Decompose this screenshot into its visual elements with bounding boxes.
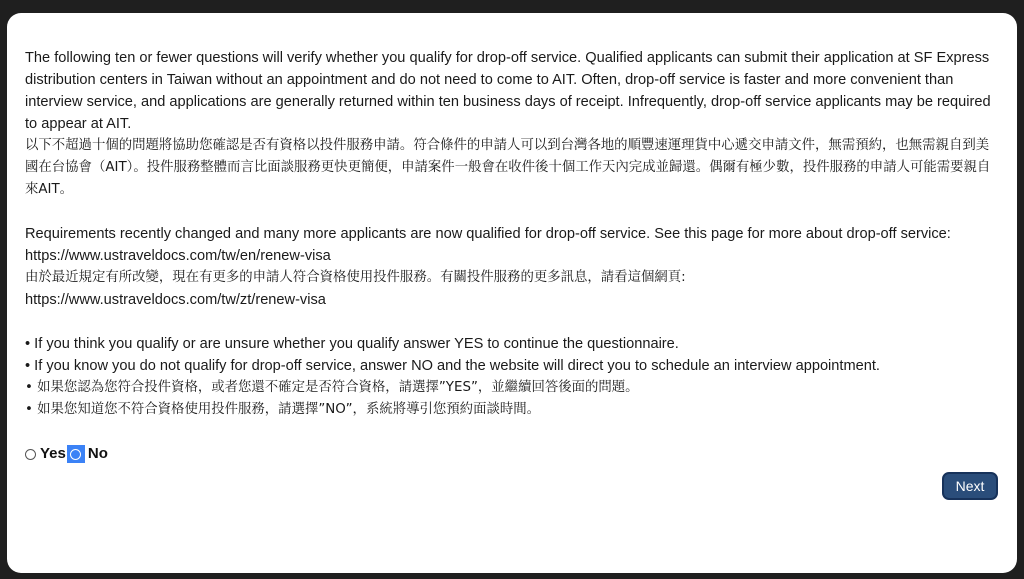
no-radio[interactable]: [70, 449, 81, 460]
intro-text-zh: 以下不超過十個的問題將協助您確認是否有資格以投件服務申請。符合條件的申請人可以到台灣各地的順豐速運理貨中心遞交申請文件，無需預約，也無需親自到美國在台協會（AIT）。投件服務整體而言比面談服務更快更簡便，申請案件一般會在收件後十個工作天內完成並歸還。偶爾有極少數，投件服務的申請人可能需要親自來AIT。: [25, 138, 991, 197]
yes-label[interactable]: Yes: [40, 445, 66, 462]
instruction-yes-en: • If you think you qualify or are unsure whether you qualify answer YES to continue the questionnaire.: [25, 336, 679, 352]
intro-text-en: The following ten or fewer questions will verify whether you qualify for drop-off service. Qualified applicants can submit their application at SF Express distribution centers in Taiwan without an appointment and do not need to come to AIT. Often, drop-off service is faster and more convenient than interview service, and applications are generally returned within ten business days of receipt. Infrequently, drop-off service applicants may be required to appear at AIT.: [25, 50, 991, 132]
instruction-no-zh: • 如果您知道您不符合資格使用投件服務，請選擇”NO”，系統將導引您預約面談時間。: [25, 402, 541, 417]
yes-radio[interactable]: [25, 449, 36, 460]
qualify-radio-group: [25, 443, 995, 465]
requirements-text-zh: 由於最近規定有所改變，現在有更多的申請人符合資格使用投件服務。有關投件服務的更多訊息，請看這個網頁:: [25, 270, 686, 285]
instruction-no-en: • If you know you do not qualify for drop-off service, answer NO and the website will direct you to schedule an interview appointment.: [25, 358, 880, 374]
instruction-yes-zh: • 如果您認為您符合投件資格，或者您還不確定是否符合資格，請選擇”YES”，並繼續回答後面的問題。: [25, 380, 639, 395]
next-button[interactable]: Next: [942, 472, 998, 500]
questionnaire-dialog: [7, 13, 1017, 573]
questionnaire-content: [25, 47, 995, 465]
no-label[interactable]: No: [87, 445, 108, 462]
requirements-text-en: Requirements recently changed and many more applicants are now qualified for drop-off service. See this page for more about drop-off service:: [25, 226, 951, 242]
requirements-url-en: https://www.ustraveldocs.com/tw/en/renew-visa: [25, 248, 331, 264]
no-radio-focus-ring: [67, 445, 85, 463]
requirements-url-zh: https://www.ustraveldocs.com/tw/zt/renew-visa: [25, 292, 326, 308]
